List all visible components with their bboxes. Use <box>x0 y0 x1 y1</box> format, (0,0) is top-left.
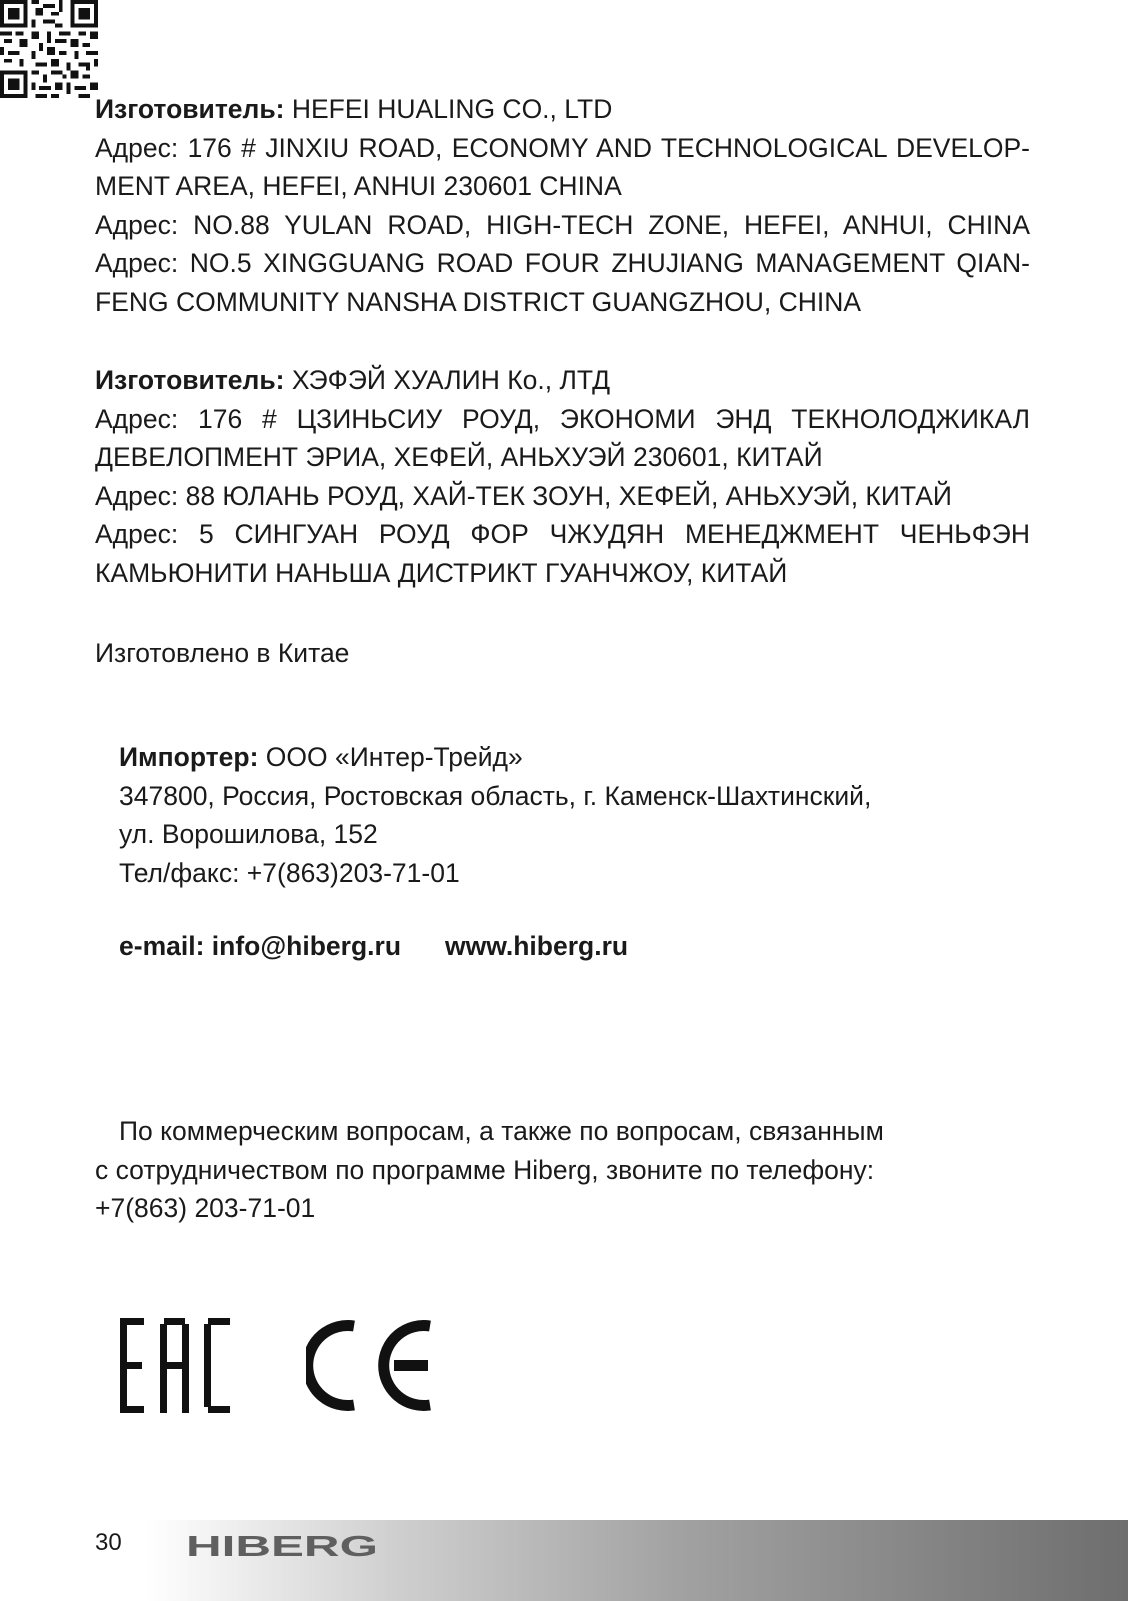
email-link[interactable]: e-mail: info@hiberg.ru <box>119 931 402 961</box>
importer-address-line: 347800, Россия, Ростовская область, г. Каменск-Шахтинский, <box>119 780 872 811</box>
hiberg-logo <box>186 1533 381 1559</box>
manufacturer-ru-section <box>95 361 1030 592</box>
address-line: FENG COMMUNITY NANSHA DISTRICT GUANGZHOU, CHINA <box>95 286 862 317</box>
commercial-line: с сотрудничеством по программе Hiberg, звоните по телефону: <box>95 1154 875 1185</box>
address-line: Адрес: NO.88 YULAN ROAD, HIGH-TECH ZONE, HEFEI, ANHUI, CHINA <box>95 209 1030 240</box>
logo-text: HIBERG <box>186 1533 378 1559</box>
importer-section <box>119 738 959 892</box>
footer-bar <box>0 1520 1128 1601</box>
importer-heading <box>119 738 959 777</box>
address-line: Адрес: NO.5 XINGGUANG ROAD FOUR ZHUJIANG MANAGEMENT QIAN- <box>95 248 1030 278</box>
address-line: Адрес: 176 # JINXIU ROAD, ECONOMY AND TECHNOLOGICAL DEVELOP- <box>95 132 1030 163</box>
address-line: ДЕВЕЛОПМЕНТ ЭРИА, ХЕФЕЙ, АНЬХУЭЙ 230601, КИТАЙ <box>95 442 823 472</box>
commercial-phone: +7(863) 203-71-01 <box>95 1193 316 1223</box>
importer-address-line: ул. Ворошилова, 152 <box>119 819 378 849</box>
made-in-text: Изготовлено в Китае <box>95 638 350 668</box>
website-link[interactable]: www.hiberg.ru <box>445 931 629 961</box>
manufacturer-name: HEFEI HUALING CO., LTD <box>284 94 613 124</box>
address-line: КАМЬЮНИТИ НАНЬША ДИСТРИКТ ГУАНЧЖОУ, КИТАЙ <box>95 557 788 588</box>
importer-phone: Тел/факс: +7(863)203-71-01 <box>119 857 460 888</box>
commercial-section <box>95 1112 1030 1228</box>
manufacturer-en-section <box>95 90 1030 321</box>
address-line: MENT AREA, HEFEI, ANHUI 230601 CHINA <box>95 171 622 201</box>
manufacturer-en-heading <box>95 90 1030 129</box>
qr-code-icon <box>0 0 98 98</box>
manufacturer-ru-heading <box>95 361 1030 400</box>
manufacturer-label: Изготовитель: <box>95 365 285 395</box>
importer-name: ООО «Интер-Трейд» <box>258 742 523 772</box>
manufacturer-name: ХЭФЭЙ ХУАЛИН Ко., ЛТД <box>284 365 611 395</box>
address-line: Адрес: 5 СИНГУАН РОУД ФОР ЧЖУДЯН МЕНЕДЖМЕНТ ЧЕНЬФЭН <box>95 519 1030 549</box>
page-number: 30 <box>95 1529 122 1556</box>
eac-mark-icon <box>120 1318 230 1413</box>
commercial-line: По коммерческим вопросам, а также по вопросам, связанным <box>119 1116 884 1146</box>
address-line: Адрес: 176 # ЦЗИНЬСИУ РОУД, ЭКОНОМИ ЭНД ТЕКНОЛОДЖИКАЛ <box>95 403 1030 434</box>
manufacturer-label: Изготовитель: <box>95 94 285 124</box>
address-line: Адрес: 88 ЮЛАНЬ РОУД, ХАЙ-ТЕК ЗОУН, ХЕФЕЙ, АНЬХУЭЙ, КИТАЙ <box>95 480 952 511</box>
contacts-row <box>119 927 1054 966</box>
ce-mark-icon <box>306 1318 436 1413</box>
importer-label: Импортер: <box>119 742 259 772</box>
